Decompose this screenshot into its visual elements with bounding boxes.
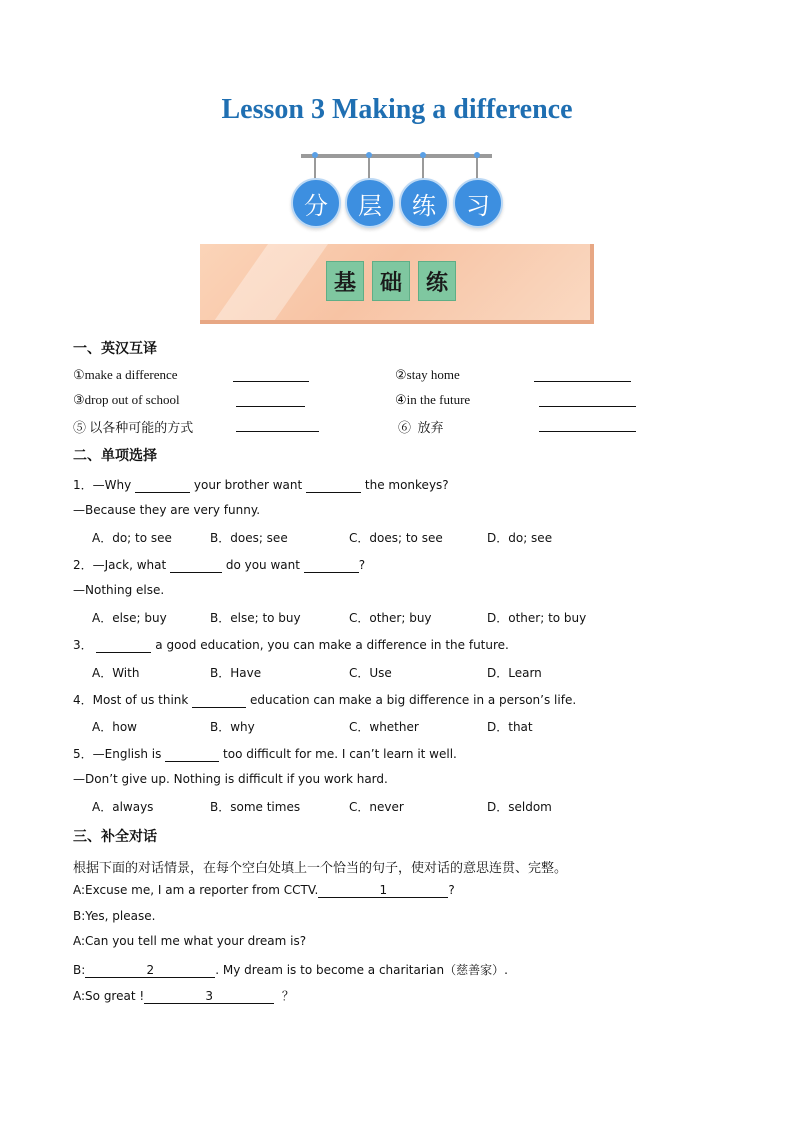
option-a[interactable]: A．do; to see (92, 531, 172, 545)
item-number: ② (395, 367, 407, 382)
header-circle: 习 (453, 178, 503, 228)
header-bar (301, 154, 492, 158)
option-c[interactable]: C．other; buy (349, 611, 432, 625)
answer-blank[interactable]: 1 (318, 883, 448, 898)
answer-blank[interactable] (304, 560, 359, 573)
vocab-item (398, 417, 444, 436)
option-d[interactable]: D．do; see (487, 531, 553, 545)
header-stem (422, 158, 424, 180)
header-circle: 练 (399, 178, 449, 228)
answer-blank[interactable] (96, 640, 151, 653)
section-banner (200, 244, 594, 324)
dialogue-line: A:Excuse me, I am a reporter from CCTV. 1 ? (73, 883, 455, 897)
option-d[interactable]: D．Learn (487, 666, 542, 680)
question-reply: —Because they are very funny. (73, 503, 261, 517)
answer-blank[interactable] (233, 381, 309, 382)
item-number: ⑤ (73, 420, 87, 435)
item-number: ⑥ (398, 420, 412, 435)
vocab-item (395, 392, 470, 408)
page-title: Lesson 3 Making a difference (221, 94, 573, 125)
item-text: drop out of school (84, 392, 180, 407)
header-stem (314, 158, 316, 180)
option-a[interactable]: A．With (92, 666, 140, 680)
item-text: 放弃 (417, 420, 444, 435)
answer-blank[interactable] (135, 480, 190, 493)
question-1: 1．—Why your brother want the monkeys? (73, 478, 449, 492)
item-text: stay home (406, 367, 460, 382)
header-stem (476, 158, 478, 180)
option-c[interactable]: C．Use (349, 666, 392, 680)
option-b[interactable]: B．else; to buy (210, 611, 301, 625)
item-number: ③ (73, 392, 85, 407)
question-2: 2．—Jack, what do you want ? (73, 558, 366, 572)
header-stem (368, 158, 370, 180)
option-a[interactable]: A．how (92, 720, 137, 734)
dialogue-line: A:So great ! 3 ？ (73, 989, 294, 1003)
item-number: ④ (395, 392, 407, 407)
option-d[interactable]: D．seldom (487, 800, 552, 814)
option-b[interactable]: B．Have (210, 666, 262, 680)
instruction: 根据下面的对话情景，在每个空白处填上一个恰当的句子，使对话的意思连贯、完整。 (73, 861, 568, 876)
item-text: make a difference (84, 367, 178, 382)
question-5: 5．—English is too difficult for me. I can’t learn it well. (73, 747, 457, 761)
question-4: 4．Most of us think education can make a big difference in a person’s life. (73, 693, 577, 707)
option-d[interactable]: D．other; to buy (487, 611, 587, 625)
vocab-item (73, 392, 180, 408)
option-b[interactable]: B．some times (210, 800, 301, 814)
section-heading: 二、单项选择 (73, 448, 157, 464)
option-c[interactable]: C．does; to see (349, 531, 443, 545)
option-a[interactable]: A．always (92, 800, 154, 814)
section-heading: 三、补全对话 (73, 829, 157, 845)
answer-blank[interactable] (165, 749, 219, 762)
vocab-item (73, 367, 178, 383)
answer-blank[interactable] (236, 431, 319, 432)
option-a[interactable]: A．else; buy (92, 611, 167, 625)
option-b[interactable]: B．why (210, 720, 255, 734)
question-reply: —Don’t give up. Nothing is difficult if you work hard. (73, 772, 388, 786)
header-circle: 层 (345, 178, 395, 228)
question-reply: —Nothing else. (73, 583, 165, 597)
banner-tile: 练 (418, 261, 456, 301)
option-c[interactable]: C．never (349, 800, 404, 814)
answer-blank[interactable] (306, 480, 361, 493)
dialogue-line: B:Yes, please. (73, 909, 156, 923)
answer-blank[interactable]: 2 (85, 963, 215, 978)
section-heading: 一、英汉互译 (73, 341, 157, 357)
question-3: 3． a good education, you can make a difference in the future. (73, 638, 509, 652)
vocab-item (395, 367, 460, 383)
answer-blank[interactable] (192, 695, 246, 708)
answer-blank[interactable] (539, 406, 636, 407)
option-d[interactable]: D．that (487, 720, 533, 734)
answer-blank[interactable] (170, 560, 222, 573)
option-b[interactable]: B．does; see (210, 531, 288, 545)
answer-blank[interactable]: 3 (144, 989, 274, 1004)
banner-tile: 基 (326, 261, 364, 301)
banner-tile: 础 (372, 261, 410, 301)
header-circle: 分 (291, 178, 341, 228)
answer-blank[interactable] (534, 381, 631, 382)
option-c[interactable]: C．whether (349, 720, 419, 734)
vocab-item (73, 417, 193, 436)
item-text: in the future (406, 392, 471, 407)
item-text: 以各种可能的方式 (89, 420, 194, 435)
dialogue-line: A:Can you tell me what your dream is? (73, 934, 307, 948)
dialogue-line: B: 2 . My dream is to become a charitarian（慈善家）. (73, 963, 508, 977)
answer-blank[interactable] (539, 431, 636, 432)
item-number: ① (73, 367, 85, 382)
answer-blank[interactable] (236, 406, 305, 407)
